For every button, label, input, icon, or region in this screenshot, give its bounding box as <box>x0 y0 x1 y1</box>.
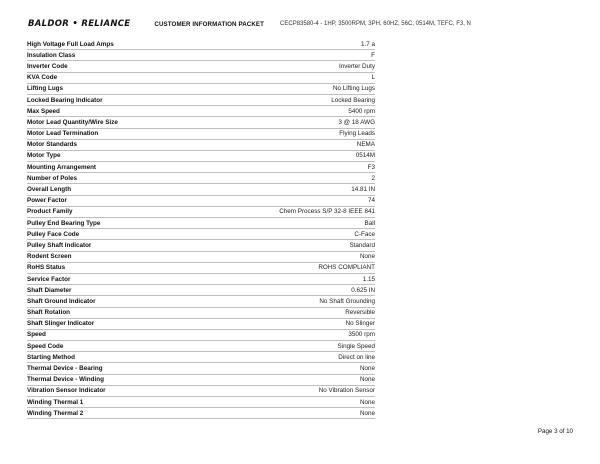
spec-row <box>27 363 375 374</box>
spec-label: Product Family <box>27 208 73 216</box>
spec-label: Max Speed <box>27 107 60 115</box>
spec-row <box>27 263 375 274</box>
spec-row <box>27 352 375 363</box>
spec-value: 0514M <box>355 152 375 160</box>
spec-label: Shaft Slinger Indicator <box>27 320 95 328</box>
spec-label: Motor Lead Quantity/Wire Size <box>27 118 118 126</box>
spec-value: Chem Process S/P 32-8 IEEE 841 <box>279 208 375 216</box>
spec-value: Flying Leads <box>339 130 375 138</box>
spec-label: Speed <box>27 331 46 339</box>
spec-label: Insulation Class <box>27 51 76 59</box>
spec-value: 3500 rpm <box>348 331 375 339</box>
spec-label: Inverter Code <box>27 62 68 70</box>
spec-row <box>27 129 375 140</box>
spec-value: 1.15 <box>362 275 375 283</box>
spec-value: F <box>371 51 375 59</box>
spec-label: Motor Lead Termination <box>27 130 99 138</box>
spec-row <box>27 151 375 162</box>
spec-row <box>27 296 375 307</box>
spec-label: Thermal Device - Winding <box>27 376 104 384</box>
spec-row <box>27 285 375 296</box>
spec-row <box>27 341 375 352</box>
spec-label: Motor Type <box>27 152 61 160</box>
spec-row <box>27 330 375 341</box>
spec-value: 2 <box>371 174 375 182</box>
spec-value: No Lifting Lugs <box>332 85 375 93</box>
spec-value: Locked Bearing <box>331 96 375 104</box>
spec-row <box>27 140 375 151</box>
spec-value: 14.81 IN <box>351 186 375 194</box>
spec-value: ROHS COMPLIANT <box>318 264 375 272</box>
spec-row <box>27 229 375 240</box>
spec-label: Winding Thermal 1 <box>27 398 84 406</box>
spec-value: None <box>359 365 375 373</box>
spec-row <box>27 61 375 72</box>
spec-row <box>27 95 375 106</box>
spec-label: Pulley Shaft Indicator <box>27 241 92 249</box>
spec-row <box>27 162 375 173</box>
spec-label: High Voltage Full Load Amps <box>27 40 114 48</box>
page-header <box>28 18 588 30</box>
spec-value: None <box>359 409 375 417</box>
spec-value: L <box>371 74 375 82</box>
spec-label: Pulley Face Code <box>27 230 80 238</box>
spec-value: Reversible <box>345 309 375 317</box>
spec-value: 0.625 IN <box>351 286 375 294</box>
spec-row <box>27 207 375 218</box>
spec-value: Ball <box>364 219 375 227</box>
spec-label: Number of Poles <box>27 174 78 182</box>
spec-row <box>27 319 375 330</box>
spec-value: Single Speed <box>337 342 375 350</box>
packet-title: CUSTOMER INFORMATION PACKET <box>154 20 265 28</box>
spec-row <box>27 173 375 184</box>
spec-label: Lifting Lugs <box>27 85 64 93</box>
spec-row <box>27 397 375 408</box>
spec-value: F3 <box>367 163 375 171</box>
spec-label: Pulley End Bearing Type <box>27 219 101 227</box>
spec-value: 5400 rpm <box>348 107 375 115</box>
spec-label: Power Factor <box>27 197 67 205</box>
spec-row <box>27 73 375 84</box>
spec-row <box>27 218 375 229</box>
spec-row <box>27 375 375 386</box>
spec-row <box>27 240 375 251</box>
page-number: Page 3 of 10 <box>537 428 573 435</box>
spec-row <box>27 274 375 285</box>
spec-row <box>27 408 375 419</box>
spec-row <box>27 117 375 128</box>
spec-value: Standard <box>349 241 375 249</box>
spec-label: Vibration Sensor Indicator <box>27 387 106 395</box>
spec-value: None <box>359 398 375 406</box>
spec-value: No Shaft Grounding <box>319 297 375 305</box>
spec-row <box>27 84 375 95</box>
spec-value: No Vibration Sensor <box>318 387 375 395</box>
spec-row <box>27 196 375 207</box>
spec-label: Mounting Arrangement <box>27 163 97 171</box>
spec-label: Shaft Ground Indicator <box>27 297 96 305</box>
spec-label: Shaft Diameter <box>27 286 72 294</box>
spec-value: 1.7 a <box>360 40 375 48</box>
spec-value: C-Face <box>354 230 375 238</box>
spec-value: NEMA <box>356 141 375 149</box>
spec-row <box>27 386 375 397</box>
spec-label: RoHS Status <box>27 264 66 272</box>
spec-label: Winding Thermal 2 <box>27 409 84 417</box>
spec-label: Thermal Device - Bearing <box>27 365 103 373</box>
spec-row <box>27 50 375 61</box>
spec-label: Shaft Rotation <box>27 309 71 317</box>
spec-value: Inverter Duty <box>338 62 375 70</box>
brand-logo: BALDOR • RELIANCE <box>28 19 131 29</box>
spec-value: No Slinger <box>345 320 375 328</box>
spec-label: Service Factor <box>27 275 71 283</box>
spec-value: 3 @ 18 AWG <box>338 118 375 126</box>
spec-value: None <box>359 253 375 261</box>
spec-value: None <box>359 376 375 384</box>
spec-row <box>27 184 375 195</box>
spec-label: KVA Code <box>27 74 58 82</box>
spec-row <box>27 39 375 50</box>
spec-label: Starting Method <box>27 353 75 361</box>
spec-row <box>27 106 375 117</box>
spec-value: Direct on line <box>338 353 375 361</box>
spec-label: Locked Bearing Indicator <box>27 96 103 104</box>
spec-row <box>27 308 375 319</box>
spec-label: Speed Code <box>27 342 64 350</box>
spec-label: Motor Standards <box>27 141 78 149</box>
spec-value: 74 <box>367 197 375 205</box>
catalog-description: CECP83580-4 - 1HP, 3500RPM, 3PH, 60HZ, 56C, 0514M, TEFC, F3, N <box>280 21 471 27</box>
spec-label: Overall Length <box>27 186 72 194</box>
spec-row <box>27 252 375 263</box>
spec-label: Rodent Screen <box>27 253 72 261</box>
spec-table <box>27 39 375 419</box>
